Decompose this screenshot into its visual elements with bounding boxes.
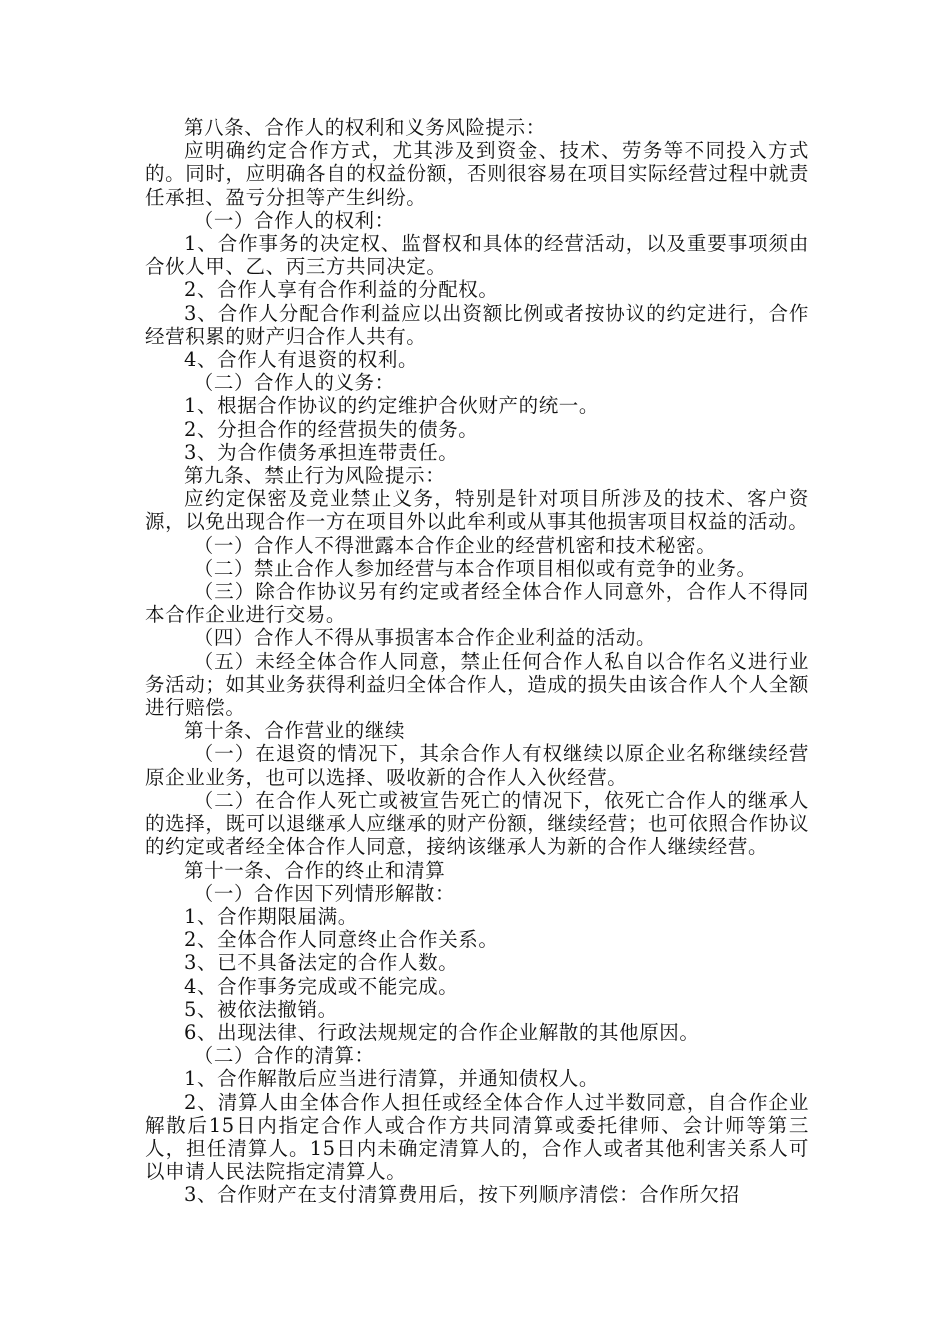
paragraph: 1、合作期限届满。 bbox=[184, 904, 358, 928]
paragraph: 3、合作财产在支付清算费用后，按下列顺序清偿：合作所欠招 bbox=[184, 1183, 740, 1207]
paragraph: （三）除合作协议另有约定或者经全体合作人同意外，合作人不得同本合作企业进行交易。 bbox=[145, 580, 809, 627]
paragraph: 应明确约定合作方式，尤其涉及到资金、技术、劳务等不同投入方式的。同时，应明确各自的权益份额，否则很容易在项目实际经营过程中就责任承担、盈亏分担等产生纠纷。 bbox=[145, 139, 809, 209]
paragraph: 1、合作事务的决定权、监督权和具体的经营活动，以及重要事项须由合伙人甲、乙、丙三方共同决定。 bbox=[145, 232, 809, 279]
paragraph: （一）合作因下列情形解散： bbox=[193, 881, 456, 905]
paragraph: 2、合作人享有合作利益的分配权。 bbox=[184, 278, 499, 302]
paragraph: （一）合作人的权利： bbox=[193, 208, 395, 232]
paragraph: 2、分担合作的经营损失的债务。 bbox=[184, 417, 479, 441]
paragraph: 2、全体合作人同意终止合作关系。 bbox=[184, 928, 499, 952]
paragraph: （二）在合作人死亡或被宣告死亡的情况下，依死亡合作人的继承人的选择，既可以退继承人应继承的财产份额，继续经营；也可依照合作协议的约定或者经全体合作人同意，接纳该继承人为新的合作人继续经营。 bbox=[145, 788, 809, 859]
paragraph: 2、清算人由全体合作人担任或经全体合作人过半数同意，自合作企业解散后15日内指定合作人或合作方共同清算或委托律师、会计师等第三人，担任清算人。15日内未确定清算人的，合作人或者其他利害关系人可以申请人民法院指定清算人。 bbox=[145, 1090, 809, 1184]
paragraph: （二）合作人的义务： bbox=[193, 371, 395, 395]
paragraph: 6、出现法律、行政法规规定的合作企业解散的其他原因。 bbox=[184, 1020, 700, 1044]
paragraph: （一）在退资的情况下，其余合作人有权继续以原企业名称继续经营原企业业务，也可以选择、吸收新的合作人入伙经营。 bbox=[145, 742, 809, 789]
paragraph: 3、为合作债务承担连带责任。 bbox=[184, 440, 459, 464]
paragraph: 3、已不具备法定的合作人数。 bbox=[184, 951, 459, 975]
paragraph: 3、合作人分配合作利益应以出资额比例或者按协议的约定进行，合作经营积累的财产归合作人共有。 bbox=[145, 301, 809, 348]
paragraph: 第十条、合作营业的继续 bbox=[184, 719, 406, 743]
paragraph: 第八条、合作人的权利和义务风险提示： bbox=[184, 116, 546, 139]
paragraph: 4、合作事务完成或不能完成。 bbox=[184, 974, 459, 998]
paragraph: 应约定保密及竞业禁止义务，特别是针对项目所涉及的技术、客户资源，以免出现合作一方在项目外以此牟利或从事其他损害项目权益的活动。 bbox=[145, 487, 809, 534]
paragraph: 5、被依法撤销。 bbox=[184, 997, 338, 1021]
paragraph: 第九条、禁止行为风险提示： bbox=[184, 464, 446, 488]
paragraph: 第十一条、合作的终止和清算 bbox=[184, 858, 446, 882]
paragraph: 4、合作人有退资的权利。 bbox=[184, 348, 419, 372]
paragraph: （二）合作的清算： bbox=[193, 1044, 375, 1068]
document-body bbox=[145, 116, 809, 1207]
paragraph: （二）禁止合作人参加经营与本合作项目相似或有竞争的业务。 bbox=[193, 556, 757, 580]
paragraph: （一）合作人不得泄露本合作企业的经营机密和技术秘密。 bbox=[193, 533, 717, 557]
paragraph: 1、合作解散后应当进行清算，并通知债权人。 bbox=[184, 1067, 600, 1091]
paragraph: 1、根据合作协议的约定维护合伙财产的统一。 bbox=[184, 394, 600, 418]
paragraph: （五）未经全体合作人同意，禁止任何合作人私自以合作名义进行业务活动；如其业务获得利益归全体合作人，造成的损失由该合作人个人全额进行赔偿。 bbox=[145, 649, 809, 720]
paragraph: （四）合作人不得从事损害本合作企业利益的活动。 bbox=[193, 626, 657, 650]
